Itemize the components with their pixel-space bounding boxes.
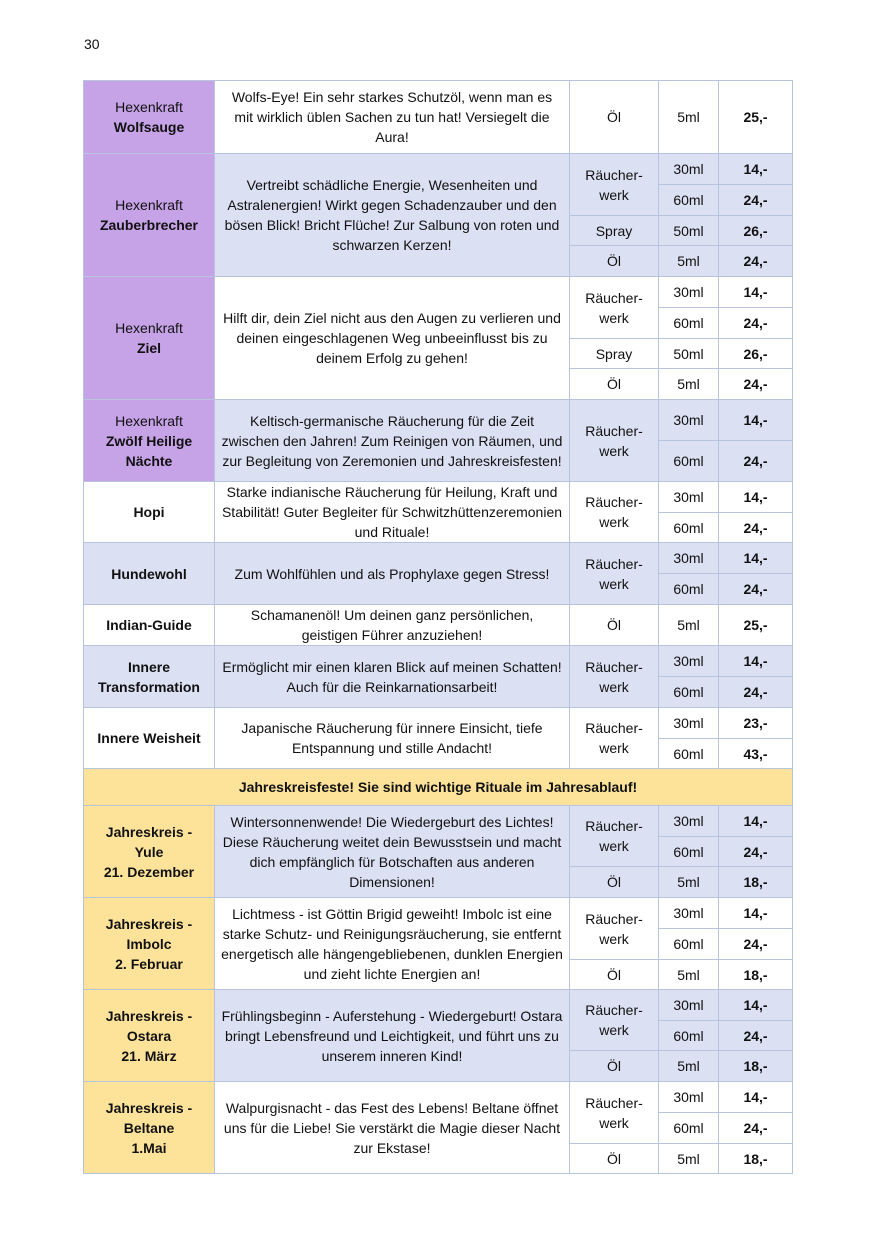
table-row <box>84 81 793 154</box>
page-number: 30 <box>84 36 100 52</box>
product-type: Öl <box>570 246 659 277</box>
product-name: Innere Transformation <box>98 658 200 695</box>
product-price: 24,- <box>719 441 793 482</box>
product-size: 60ml <box>659 1021 719 1051</box>
product-type: Räucher-werk <box>570 806 659 867</box>
table-row <box>84 769 793 806</box>
product-size: 30ml <box>659 543 719 574</box>
product-size: 5ml <box>659 1051 719 1082</box>
product-name-line: Ostara <box>126 1027 172 1044</box>
product-name-line: Imbolc <box>126 935 172 952</box>
product-price: 14,- <box>719 990 793 1021</box>
product-description: Starke indianische Räucherung für Heilung, Kraft und Stabilität! Guter Begleiter für Schwitzhüttenzeremonien und Rituale! <box>215 482 570 543</box>
product-size: 30ml <box>659 990 719 1021</box>
product-name: Zwölf Heilige Nächte <box>105 432 193 469</box>
product-name-line: Jahreskreis - <box>105 1099 193 1116</box>
table-row <box>84 154 793 185</box>
product-price: 18,- <box>719 867 793 898</box>
product-name: Innere Weisheit <box>97 730 201 746</box>
product-size: 50ml <box>659 216 719 246</box>
product-description: Zum Wohlfühlen und als Prophylaxe gegen Stress! <box>215 543 570 605</box>
table-row <box>84 990 793 1021</box>
product-price: 14,- <box>719 898 793 929</box>
table-row <box>84 646 793 677</box>
product-type: Öl <box>570 1144 659 1174</box>
product-size: 50ml <box>659 339 719 369</box>
product-description: Wintersonnenwende! Die Wiedergeburt des Lichtes! Diese Räucherung weitet dein Bewusstsein und macht dich empfänglich für Botschaften aus anderen Dimensionen! <box>215 806 570 898</box>
product-name-cell <box>84 543 215 605</box>
product-type: Räucher-werk <box>570 990 659 1051</box>
product-size: 5ml <box>659 81 719 154</box>
table-row <box>84 400 793 441</box>
product-size: 5ml <box>659 960 719 990</box>
product-name: Hopi <box>133 504 165 520</box>
product-size: 30ml <box>659 482 719 513</box>
product-description: Ermöglicht mir einen klaren Blick auf meinen Schatten! Auch für die Reinkarnationsarbeit! <box>215 646 570 708</box>
product-price: 43,- <box>719 739 793 769</box>
product-price: 24,- <box>719 1113 793 1144</box>
product-name-cell <box>84 1082 215 1174</box>
product-name-line: Yule <box>134 843 164 860</box>
product-type: Räucher-werk <box>570 482 659 543</box>
product-type: Öl <box>570 960 659 990</box>
product-name-cell <box>84 81 215 154</box>
product-name: Zauberbrecher <box>99 217 199 233</box>
product-size: 5ml <box>659 605 719 646</box>
category-prefix: Hexenkraft <box>115 412 183 429</box>
product-name-line: Jahreskreis - <box>105 823 193 840</box>
product-name-cell <box>84 646 215 708</box>
product-size: 60ml <box>659 185 719 216</box>
product-size: 30ml <box>659 1082 719 1113</box>
product-name-line: 21. März <box>121 1047 177 1064</box>
table-row <box>84 806 793 837</box>
product-type: Spray <box>570 339 659 369</box>
product-price: 18,- <box>719 1144 793 1174</box>
price-table <box>83 80 793 1174</box>
product-size: 30ml <box>659 400 719 441</box>
product-price: 18,- <box>719 1051 793 1082</box>
table-row <box>84 482 793 513</box>
product-size: 60ml <box>659 837 719 867</box>
product-size: 60ml <box>659 441 719 482</box>
product-name-line: Jahreskreis - <box>105 915 193 932</box>
product-price: 24,- <box>719 185 793 216</box>
product-price: 14,- <box>719 806 793 837</box>
product-name-line: Beltane <box>123 1119 175 1136</box>
product-price: 24,- <box>719 574 793 605</box>
product-name: Ziel <box>136 340 162 356</box>
product-name-cell <box>84 482 215 543</box>
product-price: 24,- <box>719 246 793 277</box>
product-price: 14,- <box>719 400 793 441</box>
product-type: Räucher-werk <box>570 543 659 605</box>
product-price: 26,- <box>719 216 793 246</box>
table-row <box>84 543 793 574</box>
product-size: 60ml <box>659 739 719 769</box>
product-type: Öl <box>570 605 659 646</box>
product-name: Indian-Guide <box>106 617 192 633</box>
product-size: 60ml <box>659 308 719 339</box>
product-size: 60ml <box>659 574 719 605</box>
product-price: 14,- <box>719 154 793 185</box>
category-prefix: Hexenkraft <box>115 320 183 336</box>
table-row <box>84 1082 793 1113</box>
product-name-cell <box>84 154 215 277</box>
product-type: Räucher-werk <box>570 708 659 769</box>
product-size: 5ml <box>659 1144 719 1174</box>
category-prefix: Hexenkraft <box>115 197 183 213</box>
product-name-line: Jahreskreis - <box>105 1007 193 1024</box>
product-size: 60ml <box>659 677 719 708</box>
product-description: Frühlingsbeginn - Auferstehung - Wiedergeburt! Ostara bringt Lebensfreund und Leichtigkeit, und führt uns zu unserem inneren Kind! <box>215 990 570 1082</box>
product-price: 24,- <box>719 677 793 708</box>
product-name-line: 21. Dezember <box>103 863 195 880</box>
product-type: Öl <box>570 81 659 154</box>
product-size: 30ml <box>659 646 719 677</box>
product-price: 24,- <box>719 1021 793 1051</box>
product-type: Öl <box>570 1051 659 1082</box>
category-prefix: Hexenkraft <box>115 99 183 115</box>
product-type: Räucher-werk <box>570 1082 659 1144</box>
table-row <box>84 605 793 646</box>
product-description: Japanische Räucherung für innere Einsicht, tiefe Entspannung und stille Andacht! <box>215 708 570 769</box>
product-description: Hilft dir, dein Ziel nicht aus den Augen zu verlieren und deinen eingeschlagenen Weg unbeeinflusst bis zu deinem Erfolg zu gehen! <box>215 277 570 400</box>
product-price: 24,- <box>719 513 793 543</box>
product-description: Lichtmess - ist Göttin Brigid geweiht! Imbolc ist eine starke Schutz- und Reinigungsräucherung, sie entfernt energetisch alle hängengebliebenen, dunklen Energien und zieht lichte Energien an! <box>215 898 570 990</box>
product-description: Wolfs-Eye! Ein sehr starkes Schutzöl, wenn man es mit wirklich üblen Sachen zu tun hat! Versiegelt die Aura! <box>215 81 570 154</box>
product-type: Räucher-werk <box>570 154 659 216</box>
product-size: 5ml <box>659 369 719 400</box>
product-type: Spray <box>570 216 659 246</box>
product-name: Wolfsauge <box>113 119 185 135</box>
product-price: 25,- <box>719 81 793 154</box>
product-price: 14,- <box>719 482 793 513</box>
product-description: Walpurgisnacht - das Fest des Lebens! Beltane öffnet uns für die Liebe! Sie verstärkt die Magie dieser Nacht zur Ekstase! <box>215 1082 570 1174</box>
product-size: 30ml <box>659 154 719 185</box>
product-size: 60ml <box>659 1113 719 1144</box>
product-size: 5ml <box>659 246 719 277</box>
table-row <box>84 898 793 929</box>
product-size: 60ml <box>659 929 719 960</box>
product-price: 24,- <box>719 929 793 960</box>
product-size: 30ml <box>659 806 719 837</box>
product-name-cell <box>84 990 215 1082</box>
product-name-cell <box>84 708 215 769</box>
section-header: Jahreskreisfeste! Sie sind wichtige Rituale im Jahresablauf! <box>84 769 793 806</box>
product-price: 24,- <box>719 369 793 400</box>
product-name-cell <box>84 806 215 898</box>
product-name-cell <box>84 898 215 990</box>
product-type: Öl <box>570 369 659 400</box>
product-price: 26,- <box>719 339 793 369</box>
product-size: 60ml <box>659 513 719 543</box>
product-description: Vertreibt schädliche Energie, Wesenheiten und Astralenergien! Wirkt gegen Schadenzauber und den bösen Blick! Bricht Flüche! Zur Salbung von roten und schwarzen Kerzen! <box>215 154 570 277</box>
product-size: 5ml <box>659 867 719 898</box>
product-price: 24,- <box>719 837 793 867</box>
product-name-line: 2. Februar <box>115 955 183 972</box>
product-name-cell <box>84 605 215 646</box>
product-price: 24,- <box>719 308 793 339</box>
product-description: Keltisch-germanische Räucherung für die Zeit zwischen den Jahren! Zum Reinigen von Räumen, und zur Begleitung von Zeremonien und Jahreskreisfesten! <box>215 400 570 482</box>
product-price: 14,- <box>719 646 793 677</box>
table-row <box>84 708 793 739</box>
product-type: Räucher-werk <box>570 277 659 339</box>
product-size: 30ml <box>659 277 719 308</box>
product-type: Räucher-werk <box>570 646 659 708</box>
product-price: 14,- <box>719 1082 793 1113</box>
product-name-line: 1.Mai <box>131 1139 167 1156</box>
product-type: Öl <box>570 867 659 898</box>
product-size: 30ml <box>659 708 719 739</box>
product-name-cell <box>84 400 215 482</box>
product-price: 25,- <box>719 605 793 646</box>
product-description: Schamanenöl! Um deinen ganz persönlichen, geistigen Führer anzuziehen! <box>215 605 570 646</box>
product-price: 18,- <box>719 960 793 990</box>
product-price: 14,- <box>719 277 793 308</box>
product-price: 14,- <box>719 543 793 574</box>
product-name-cell <box>84 277 215 400</box>
product-name: Hundewohl <box>111 565 187 582</box>
product-type: Räucher-werk <box>570 400 659 482</box>
product-type: Räucher-werk <box>570 898 659 960</box>
table-row <box>84 277 793 308</box>
product-price: 23,- <box>719 708 793 739</box>
product-size: 30ml <box>659 898 719 929</box>
